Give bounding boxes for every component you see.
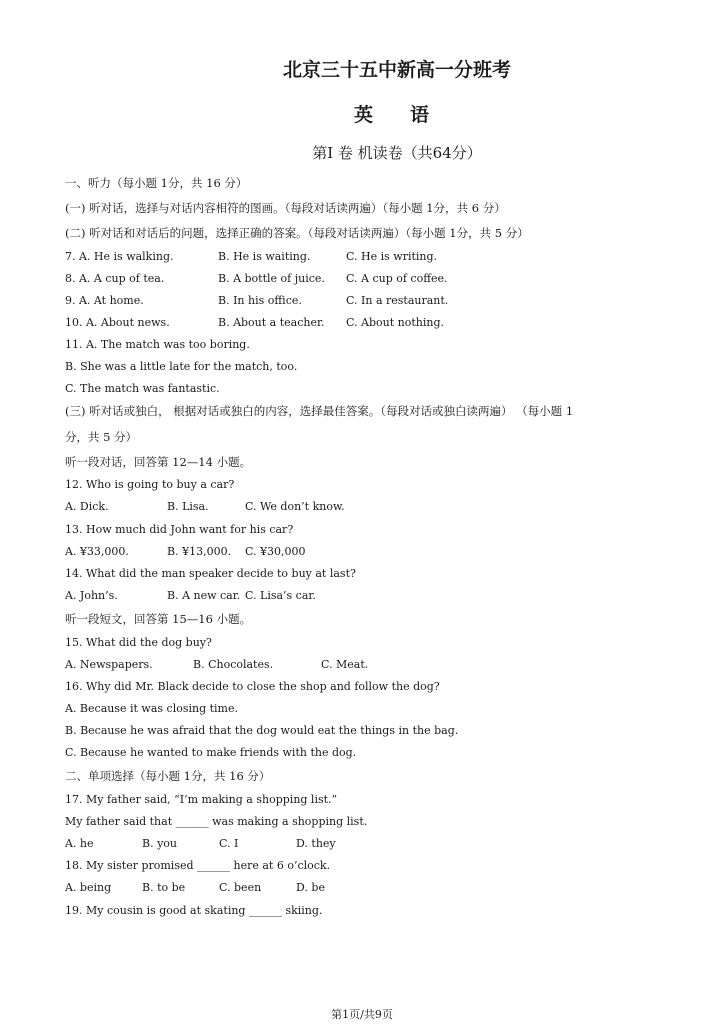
q15-option-b: B. Chocolates. bbox=[193, 658, 274, 671]
q8-option-b: B. A bottle of juice. bbox=[218, 272, 325, 285]
q13-option-c: C. ¥30,000 bbox=[245, 545, 306, 558]
q15-option-c: C. Meat. bbox=[321, 658, 369, 671]
q12-stem: 12. Who is going to buy a car? bbox=[65, 478, 235, 491]
q11-option-b: B. She was a little late for the match, too. bbox=[65, 360, 298, 373]
q12-option-b: B. Lisa. bbox=[167, 500, 209, 513]
q13-option-b: B. ¥13,000. bbox=[167, 545, 232, 558]
q10-option-a: 10. A. About news. bbox=[65, 316, 170, 329]
section-part3-line1: (三) 听对话或独白， 根据对话或独白的内容，选择最佳答案。（每段对话或独白读两遍） （每小题 1 bbox=[65, 404, 574, 418]
section-single-choice: 二、单项选择（每小题 1分，共 16 分） bbox=[65, 769, 271, 783]
q10-option-b: B. About a teacher. bbox=[218, 316, 325, 329]
page-footer: 第1页/共9页 bbox=[331, 1008, 393, 1021]
q18-option-c: C. been bbox=[219, 881, 262, 894]
q15-stem: 15. What did the dog buy? bbox=[65, 636, 212, 649]
q14-option-a: A. John’s. bbox=[65, 589, 118, 602]
q7-option-a: 7. A. He is walking. bbox=[65, 250, 174, 263]
q11-option-c: C. The match was fantastic. bbox=[65, 382, 220, 395]
q18-stem: 18. My sister promised ______ here at 6 o’clock. bbox=[65, 859, 331, 872]
q7-option-b: B. He is waiting. bbox=[218, 250, 311, 263]
q19-stem: 19. My cousin is good at skating ______ skiing. bbox=[65, 904, 323, 917]
section-listening: 一、听力（每小题 1分，共 16 分） bbox=[65, 176, 248, 190]
q11-option-a: 11. A. The match was too boring. bbox=[65, 338, 250, 351]
q17-stem-reported: My father said that ______ was making a shopping list. bbox=[65, 815, 368, 828]
q16-option-a: A. Because it was closing time. bbox=[65, 702, 238, 715]
section-part2: (二) 听对话和对话后的问题，选择正确的答案。（每段对话读两遍）（每小题 1分，共 5 分） bbox=[65, 226, 529, 240]
q14-option-c: C. Lisa’s car. bbox=[245, 589, 316, 602]
q15-option-a: A. Newspapers. bbox=[65, 658, 153, 671]
subject-char-2: 语 bbox=[410, 104, 431, 126]
q16-option-c: C. Because he wanted to make friends with the dog. bbox=[65, 746, 357, 759]
q12-option-a: A. Dick. bbox=[65, 500, 109, 513]
volume-title: 第I 卷 机读卷（共64分） bbox=[312, 144, 482, 162]
section-part3-line2: 分，共 5 分） bbox=[65, 430, 138, 444]
q17-option-d: D. they bbox=[296, 837, 336, 850]
q17-option-c: C. I bbox=[219, 837, 239, 850]
q7-option-c: C. He is writing. bbox=[346, 250, 438, 263]
q9-option-c: C. In a restaurant. bbox=[346, 294, 449, 307]
q16-stem: 16. Why did Mr. Black decide to close the shop and follow the dog? bbox=[65, 680, 440, 693]
section-part1: (一) 听对话，选择与对话内容相符的图画。（每段对话读两遍）（每小题 1分，共 6 分） bbox=[65, 201, 506, 215]
q17-stem: 17. My father said, “I’m making a shopping list.” bbox=[65, 793, 338, 806]
exam-title: 北京三十五中新高一分班考 bbox=[282, 59, 511, 81]
q18-option-a: A. being bbox=[65, 881, 112, 894]
q17-option-b: B. you bbox=[142, 837, 177, 850]
passage-intro: 听一段短文，回答第 15—16 小题。 bbox=[65, 612, 252, 626]
q16-option-b: B. Because he was afraid that the dog would eat the things in the bag. bbox=[65, 724, 459, 737]
q9-option-a: 9. A. At home. bbox=[65, 294, 144, 307]
subject-title bbox=[0, 100, 724, 127]
q12-option-c: C. We don’t know. bbox=[245, 500, 345, 513]
subject-char-1: 英 bbox=[353, 104, 374, 126]
q18-option-d: D. be bbox=[296, 881, 325, 894]
q9-option-b: B. In his office. bbox=[218, 294, 302, 307]
q17-option-a: A. he bbox=[65, 837, 94, 850]
q8-option-a: 8. A. A cup of tea. bbox=[65, 272, 165, 285]
dialog-intro: 听一段对话，回答第 12—14 小题。 bbox=[65, 455, 252, 469]
q8-option-c: C. A cup of coffee. bbox=[346, 272, 448, 285]
q14-option-b: B. A new car. bbox=[167, 589, 241, 602]
q13-option-a: A. ¥33,000. bbox=[65, 545, 129, 558]
q10-option-c: C. About nothing. bbox=[346, 316, 444, 329]
q14-stem: 14. What did the man speaker decide to buy at last? bbox=[65, 567, 356, 580]
q18-option-b: B. to be bbox=[142, 881, 186, 894]
q13-stem: 13. How much did John want for his car? bbox=[65, 523, 294, 536]
